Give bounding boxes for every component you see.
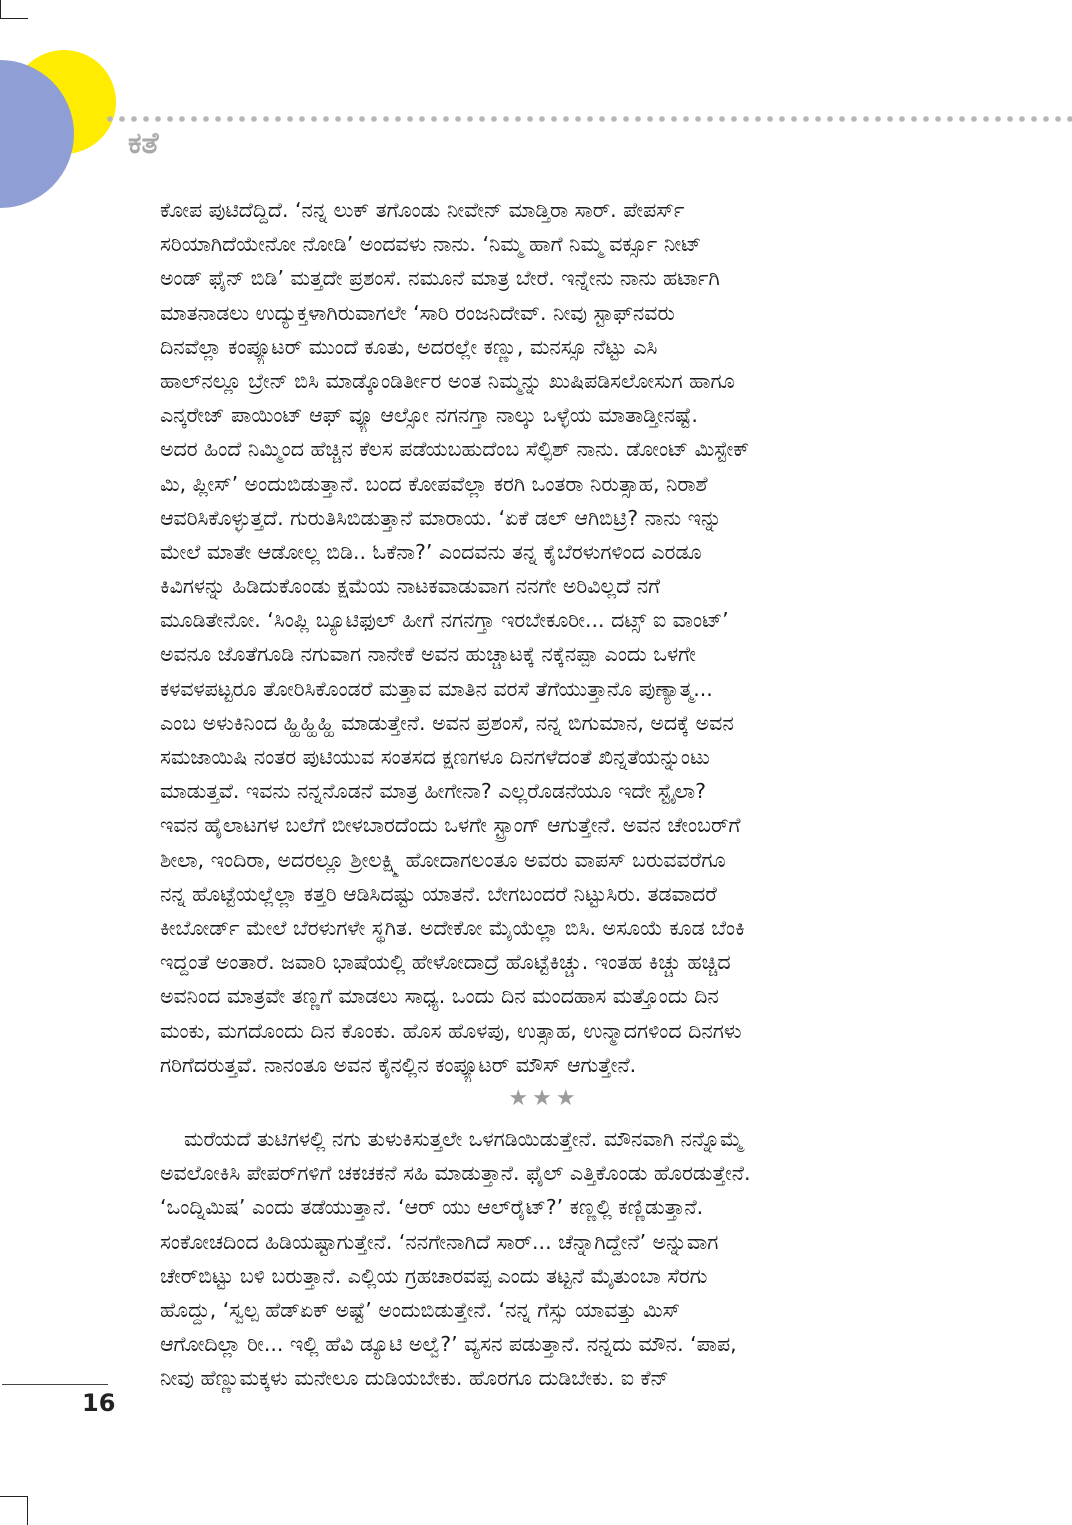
text-line: ಅವನಿಂದ ಮಾತ್ರವೇ ತಣ್ಣಗೆ ಮಾಡಲು ಸಾಧ್ಯ. ಒಂದು ದಿನ ಮಂದಹಾಸ ಮತ್ತೊಂದು ದಿನ [160, 984, 719, 1009]
text-line: ಶೀಲಾ, ಇಂದಿರಾ, ಅದರಲ್ಲೂ ಶ್ರೀಲಕ್ಷ್ಮಿ ಹೋದಾಗಲಂತೂ ಅವರು ವಾಪಸ್ ಬರುವವರೆಗೂ [160, 847, 726, 872]
footer-rule [2, 1384, 108, 1385]
text-line: ಮಾತನಾಡಲು ಉದ್ಯುಕ್ತಳಾಗಿರುವಾಗಲೇ ‘ಸಾರಿ ರಂಜನಿದೇವ್. ನೀವು ಸ್ಟಾಫ್‌ನವರು [160, 300, 675, 325]
text-line: ಆಗೋದಿಲ್ಲಾ ರೀ... ಇಲ್ಲಿ ಹೆವಿ ಡ್ಯೂಟಿ ಅಲ್ವೆ?’ ವ್ಯಸನ ಪಡುತ್ತಾನೆ. ನನ್ನದು ಮೌನ. ‘ಪಾಪ, [160, 1332, 737, 1357]
text-line: ಗರಿಗೆದರುತ್ತವೆ. ನಾನಂತೂ ಅವನ ಕೈನಲ್ಲಿನ ಕಂಪ್ಯೂಟರ್ ಮೌಸ್ ಆಗುತ್ತೇನೆ. [160, 1052, 637, 1077]
text-line: ಅವನೂ ಜೊತೆಗೂಡಿ ನಗುವಾಗ ನಾನೇಕೆ ಅವನ ಹುಚ್ಚಾಟಕ್ಕೆ ನಕ್ಕೆನಪ್ಪಾ ಎಂದು ಒಳಗೇ [160, 642, 696, 667]
text-line: ಮಿ, ಪ್ಲೀಸ್’ ಅಂದುಬಿಡುತ್ತಾನೆ. ಬಂದ ಕೋಪವೆಲ್ಲಾ ಕರಗಿ ಒಂತರಾ ನಿರುತ್ಸಾಹ, ನಿರಾಶೆ [160, 471, 708, 496]
text-line: ಇದ್ದಂತೆ ಅಂತಾರೆ. ಜವಾರಿ ಭಾಷೆಯಲ್ಲಿ ಹೇಳೋದಾದ್ರೆ ಹೊಟ್ಟೆಕಿಚ್ಚು. ಇಂತಹ ಕಿಚ್ಚು ಹಚ್ಚಿದ [160, 950, 731, 975]
text-line: ಇವನ ಹೈಲಾಟಗಳ ಬಲೆಗೆ ಬೀಳಬಾರದೆಂದು ಒಳಗೇ ಸ್ಟ್ರಾಂಗ್ ಆಗುತ್ತೇನೆ. ಅವನ ಚೇಂಬರ್‌ಗೆ [160, 813, 741, 838]
text-line: ನನ್ನ ಹೊಟ್ಟೆಯಲ್ಲೆಲ್ಲಾ ಕತ್ತರಿ ಆಡಿಸಿದಷ್ಟು ಯಾತನೆ. ಬೇಗಬಂದರೆ ನಿಟ್ಟುಸಿರು. ತಡವಾದರೆ [160, 881, 717, 906]
dotted-rule [104, 114, 1072, 124]
text-line: ಮೇಲೆ ಮಾತೇ ಆಡೋಲ್ಲ ಬಿಡಿ.. ಓಕೆನಾ?’ ಎಂದವನು ತನ್ನ ಕೈಬೆರಳುಗಳಿಂದ ಎರಡೂ [160, 539, 702, 564]
text-line: ಮಾಡುತ್ತವೆ. ಇವನು ನನ್ನನೊಡನೆ ಮಾತ್ರ ಹೀಗೇನಾ? ಎಲ್ಲರೊಡನೆಯೂ ಇದೇ ಸ್ಟೈಲಾ? [160, 779, 706, 804]
crop-mark-bottom-left [0, 1496, 28, 1497]
crop-mark-top-left-h [0, 18, 28, 19]
text-line: ಕೋಪ ಪುಟಿದೆದ್ದಿದೆ. ‘ನನ್ನ ಲುಕ್ ತಗೊಂಡು ನೀವೇನ್ ಮಾಡ್ತಿರಾ ಸಾರ್. ಪೇಪರ್ಸ್ [160, 198, 685, 222]
text-line: ಕಳವಳಪಟ್ಟರೂ ತೋರಿಸಿಕೊಂಡರೆ ಮತ್ತಾವ ಮಾತಿನ ವರಸೆ ತೆಗೆಯುತ್ತಾನೊ ಪುಣ್ಯಾತ್ಮ... [160, 676, 713, 701]
text-line: ನೀವು ಹೆಣ್ಣುಮಕ್ಕಳು ಮನೇಲೂ ದುಡಿಯಬೇಕು. ಹೊರಗೂ ದುಡಿಬೇಕು. ಐ ಕೆನ್ [160, 1366, 669, 1391]
text-line: ಕಿವಿಗಳನ್ನು ಹಿಡಿದುಕೊಂಡು ಕ್ಷಮೆಯ ನಾಟಕವಾಡುವಾಗ ನನಗೇ ಅರಿವಿಲ್ಲದೆ ನಗೆ [160, 574, 661, 599]
text-line: ಅವಲೋಕಿಸಿ ಪೇಪರ್‌ಗಳಿಗೆ ಚಕಚಕನೆ ಸಹಿ ಮಾಡುತ್ತಾನೆ. ಫೈಲ್ ಎತ್ತಿಕೊಂಡು ಹೊರಡುತ್ತೇನೆ. [160, 1161, 751, 1186]
text-line: ಹೊದ್ದು, ‘ಸ್ವಲ್ಪ ಹೆಡ್‌ಏಕ್ ಅಷ್ಟೆ’ ಅಂದುಬಿಡುತ್ತೇನೆ. ‘ನನ್ನ ಗೆಸ್ಸು ಯಾವತ್ತು ಮಿಸ್ [160, 1297, 681, 1322]
story-text-block-2 [160, 1122, 916, 1396]
text-line: ‘ಒಂದ್ನಿಮಿಷ’ ಎಂದು ತಡೆಯುತ್ತಾನೆ. ‘ಆರ್ ಯು ಆಲ್‌ರೈಟ್?’ ಕಣ್ಣಲ್ಲಿ ಕಣ್ಣಿಡುತ್ತಾನೆ. [160, 1195, 704, 1220]
text-line: ಎನ್ಕರೇಜ್ ಪಾಯಿಂಟ್ ಆಫ್ ವ್ಯೂ ಆಲ್ಸೋ ನಗನಗ್ತಾ ನಾಲ್ಕು ಒಳ್ಳೆಯ ಮಾತಾಡ್ತೀನಷ್ಟೆ. [160, 403, 698, 428]
text-line: ಸರಿಯಾಗಿದೆಯೇನೋ ನೋಡಿ’ ಅಂದವಳು ನಾನು. ‘ನಿಮ್ಮ ಹಾಗೆ ನಿಮ್ಮ ವರ್ಕ್ಸೂ ನೀಟ್ [160, 232, 702, 257]
text-line: ಚೇರ್‌ಬಿಟ್ಟು ಬಳಿ ಬರುತ್ತಾನೆ. ಎಲ್ಲಿಯ ಗ್ರಹಚಾರವಪ್ಪ ಎಂದು ತಟ್ಟನೆ ಮೈತುಂಬಾ ಸೆರಗು [160, 1263, 708, 1288]
text-line: ಅಂಡ್ ಫೈನ್ ಬಿಡಿ’ ಮತ್ತದೇ ಪ್ರಶಂಸೆ. ನಮೂನೆ ಮಾತ್ರ ಬೇರೆ. ಇನ್ನೇನು ನಾನು ಹರ್ಟಾಗಿ [160, 266, 720, 291]
crop-mark-top-left [0, 0, 1, 18]
text-line: ಸಂಕೋಚದಿಂದ ಹಿಡಿಯಷ್ಟಾಗುತ್ತೇನೆ. ‘ನನಗೇನಾಗಿದೆ ಸಾರ್... ಚೆನ್ನಾಗಿದ್ದೇನೆ’ ಅನ್ನುವಾಗ [160, 1229, 719, 1254]
section-title: ಕತೆ [128, 126, 159, 161]
text-line: ಅದರ ಹಿಂದೆ ನಿಮ್ಮಿಂದ ಹೆಚ್ಚಿನ ಕೆಲಸ ಪಡೆಯಬಹುದೆಂಬ ಸೆಲ್ಫಿಶ್ ನಾನು. ಡೋಂಟ್ ಮಿಸ್ಟೇಕ್ [160, 437, 750, 462]
text-line: ಮಂಕು, ಮಗದೊಂದು ದಿನ ಕೊಂಕು. ಹೊಸ ಹೊಳಪು, ಉತ್ಸಾಹ, ಉನ್ಮಾದಗಳಿಂದ ದಿನಗಳು [160, 1018, 742, 1043]
text-line: ದಿನವೆಲ್ಲಾ ಕಂಪ್ಯೂಟರ್ ಮುಂದೆ ಕೂತು, ಅದರಲ್ಲೇ ಕಣ್ಣು, ಮನಸ್ಸೂ ನೆಟ್ಟು ಎಸಿ [160, 334, 658, 359]
text-line: ಹಾಲ್‌ನಲ್ಲೂ ಬ್ರೇನ್ ಬಿಸಿ ಮಾಡ್ಕೊಂಡಿರ್ತೀರ ಅಂತ ನಿಮ್ಮನ್ನು ಖುಷಿಪಡಿಸಲೋಸುಗ ಹಾಗೂ [160, 368, 735, 393]
crop-mark-bottom-left-v [27, 1496, 28, 1525]
text-line: ಕೀಬೋರ್ಡ್ ಮೇಲೆ ಬೆರಳುಗಳೇ ಸ್ಥಗಿತ. ಅದೇಕೋ ಮೈಯೆಲ್ಲಾ ಬಿಸಿ. ಅಸೂಯೆ ಕೂಡ ಬೆಂಕಿ [160, 915, 745, 940]
story-text-block [160, 193, 916, 1082]
text-line: ಎಂಬ ಅಳುಕಿನಿಂದ ಹ್ಹಿಹ್ಹಿಹ್ಹಿ ಮಾಡುತ್ತೇನೆ. ಅವನ ಪ್ರಶಂಸೆ, ನನ್ನ ಬಿಗುಮಾನ, ಅದಕ್ಕೆ ಅವನ [160, 710, 734, 735]
page-number: 16 [82, 1389, 116, 1417]
text-line: ಮರೆಯದೆ ತುಟಿಗಳಲ್ಲಿ ನಗು ತುಳುಕಿಸುತ್ತಲೇ ಒಳಗಡಿಯಿಡುತ್ತೇನೆ. ಮೌನವಾಗಿ ನನ್ನೊಮ್ಮೆ [184, 1127, 744, 1151]
text-line: ಸಮಜಾಯಿಷಿ ನಂತರ ಪುಟಿಯುವ ಸಂತಸದ ಕ್ಷಣಗಳೂ ದಿನಗಳೆದಂತೆ ಖಿನ್ನತೆಯನ್ನುಂಟು [160, 745, 710, 769]
section-separator-stars: ★★★ [508, 1086, 580, 1111]
text-line: ಆವರಿಸಿಕೊಳ್ಳುತ್ತದೆ. ಗುರುತಿಸಿಬಿಡುತ್ತಾನೆ ಮಾರಾಯ. ‘ಏಕೆ ಡಲ್ ಆಗಿಬಿಟ್ರಿ? ನಾನು ಇನ್ನು [160, 505, 722, 530]
text-line: ಮೂಡಿತೇನೋ. ‘ಸಿಂಪ್ಲಿ ಬ್ಯೂಟಿಫುಲ್ ಹೀಗೆ ನಗನಗ್ತಾ ಇರಬೇಕೂರೀ... ದಟ್ಸ್ ಐ ವಾಂಟ್’ [160, 608, 729, 633]
